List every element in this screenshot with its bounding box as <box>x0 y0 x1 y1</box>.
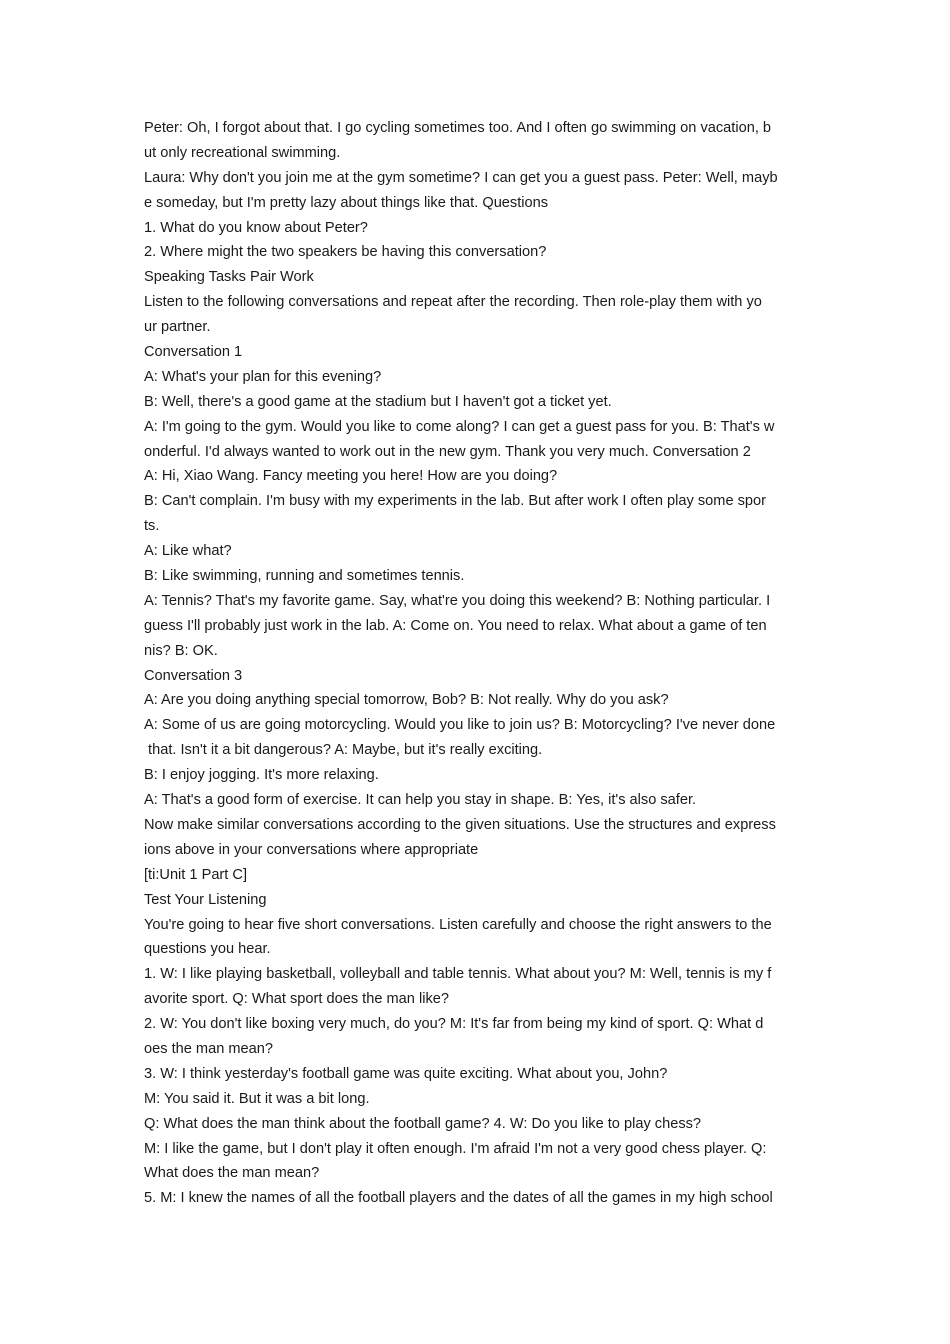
text-line: You're going to hear five short conversations. Listen carefully and choose the right answers to the <box>144 916 772 933</box>
text-line: Listen to the following conversations and repeat after the recording. Then role-play them with yo <box>144 294 762 311</box>
text-line: B: Like swimming, running and sometimes tennis. <box>144 568 465 585</box>
conversation-heading: Conversation 1 <box>144 344 243 361</box>
text-line: A: Hi, Xiao Wang. Fancy meeting you here! How are you doing? <box>144 468 558 485</box>
document-body <box>144 116 814 1211</box>
text-line: A: Like what? <box>144 543 232 560</box>
text-line: that. Isn't it a bit dangerous? A: Maybe, but it's really exciting. <box>144 742 543 759</box>
text-line: Laura: Why don't you join me at the gym sometime? I can get you a guest pass. Peter: Well, mayb <box>144 169 778 186</box>
text-line: 1. W: I like playing basketball, volleyball and table tennis. What about you? M: Well, tennis is my f <box>144 966 772 983</box>
text-line: Q: What does the man think about the football game? 4. W: Do you like to play chess? <box>144 1115 702 1132</box>
text-line: A: Are you doing anything special tomorrow, Bob? B: Not really. Why do you ask? <box>144 692 669 709</box>
section-heading: Test Your Listening <box>144 891 267 908</box>
text-line: questions you hear. <box>144 941 271 958</box>
text-line: M: I like the game, but I don't play it often enough. I'm afraid I'm not a very good chess player. Q: <box>144 1140 767 1157</box>
text-line: 1. What do you know about Peter? <box>144 219 368 236</box>
text-line: B: Can't complain. I'm busy with my experiments in the lab. But after work I often play some spor <box>144 493 767 510</box>
text-line: Now make similar conversations according to the given situations. Use the structures and express <box>144 816 776 833</box>
text-line: 5. M: I knew the names of all the football players and the dates of all the games in my high school <box>144 1190 773 1207</box>
text-line: A: What's your plan for this evening? <box>144 368 382 385</box>
text-line: oes the man mean? <box>144 1040 273 1057</box>
text-line: 2. W: You don't like boxing very much, do you? M: It's far from being my kind of sport. Q: What d <box>144 1016 764 1033</box>
text-line: What does the man mean? <box>144 1165 320 1182</box>
conversation-heading: Conversation 3 <box>144 667 243 684</box>
text-line: B: I enjoy jogging. It's more relaxing. <box>144 767 379 784</box>
text-line: B: Well, there's a good game at the stadium but I haven't got a ticket yet. <box>144 393 612 410</box>
text-line: 3. W: I think yesterday's football game was quite exciting. What about you, John? <box>144 1065 668 1082</box>
text-line: ts. <box>144 518 160 535</box>
text-line: A: Some of us are going motorcycling. Would you like to join us? B: Motorcycling? I've never done <box>144 717 776 734</box>
text-line: 2. Where might the two speakers be having this conversation? <box>144 244 547 261</box>
text-line: A: Tennis? That's my favorite game. Say, what're you doing this weekend? B: Nothing particular. I <box>144 592 771 609</box>
text-line: A: I'm going to the gym. Would you like to come along? I can get a guest pass for you. B: That's w <box>144 418 775 435</box>
section-tag: [ti:Unit 1 Part C] <box>144 866 247 883</box>
text-line: Peter: Oh, I forgot about that. I go cycling sometimes too. And I often go swimming on vacation, b <box>144 120 772 136</box>
text-line: ions above in your conversations where appropriate <box>144 841 479 858</box>
text-line: A: That's a good form of exercise. It can help you stay in shape. B: Yes, it's also safer. <box>144 792 697 809</box>
text-line: nis? B: OK. <box>144 642 218 659</box>
text-line: ur partner. <box>144 319 211 336</box>
section-heading: Speaking Tasks Pair Work <box>144 269 314 286</box>
text-line: onderful. I'd always wanted to work out in the new gym. Thank you very much. Conversation 2 <box>144 443 751 460</box>
text-line: e someday, but I'm pretty lazy about things like that. Questions <box>144 194 549 211</box>
text-line: M: You said it. But it was a bit long. <box>144 1090 370 1107</box>
text-line: ut only recreational swimming. <box>144 144 341 161</box>
text-line: guess I'll probably just work in the lab. A: Come on. You need to relax. What about a game of ten <box>144 617 767 634</box>
text-line: avorite sport. Q: What sport does the man like? <box>144 991 449 1008</box>
